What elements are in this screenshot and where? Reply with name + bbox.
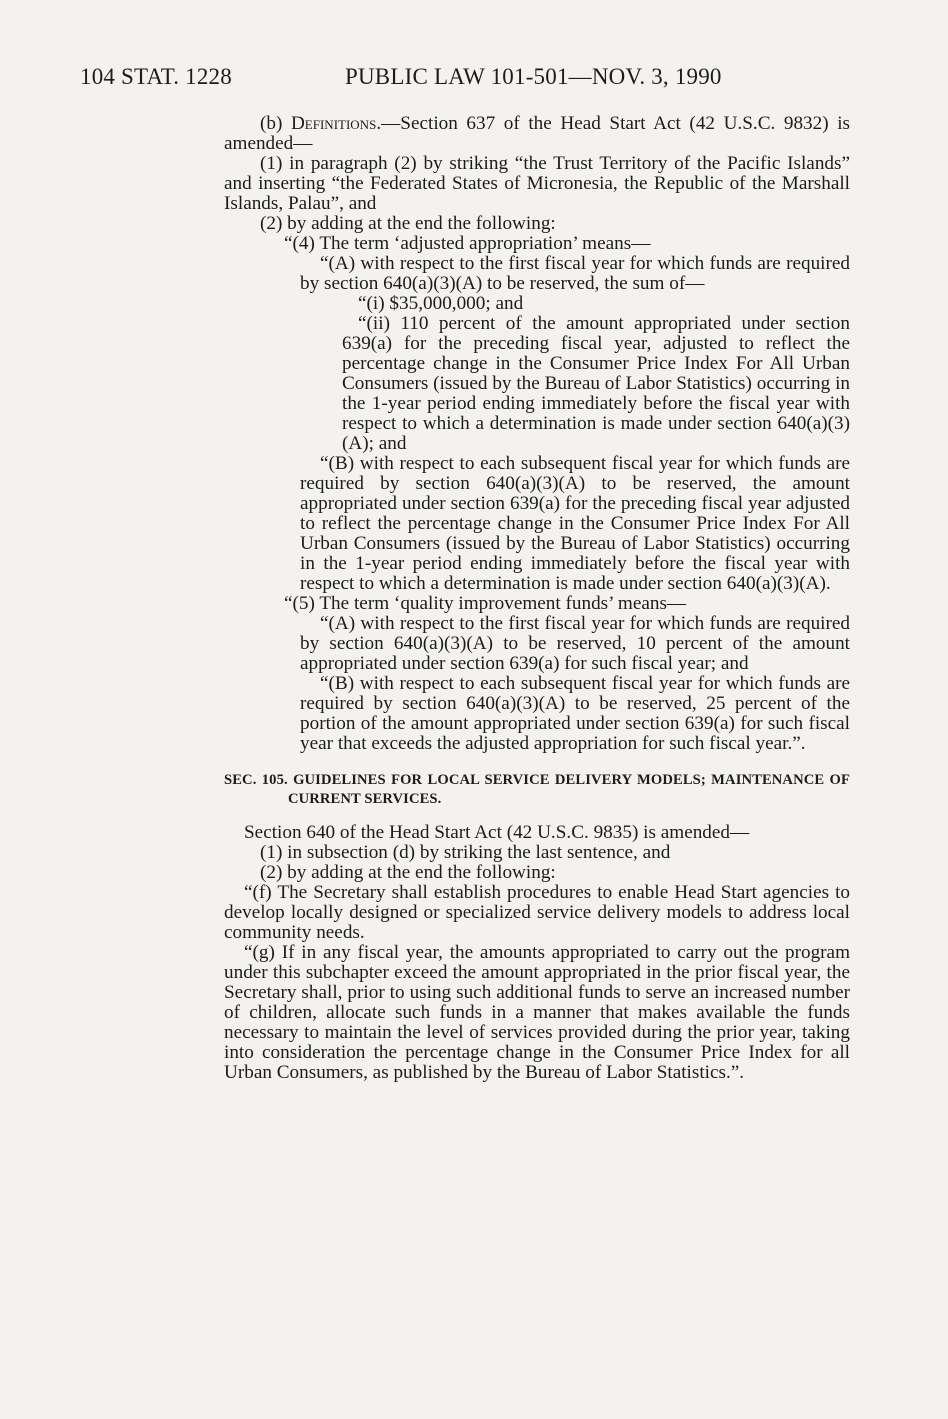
- section-105-item-1: (1) in subsection (d) by striking the last sentence, and: [260, 842, 671, 863]
- paragraph-b1: (1) in paragraph (2) by striking “the Trust Territory of the Pacific Islands” and inserting “the Federated States of Micronesia, the Republic of the Marshall Islands, Palau”, and: [224, 153, 850, 214]
- paragraph-b2: (2) by adding at the end the following:: [260, 213, 556, 234]
- definition-5: “(5) The term ‘quality improvement funds’ means—: [284, 593, 687, 614]
- definition-4-a-i: “(i) $35,000,000; and: [358, 293, 524, 314]
- subsection-b-caption: Definitions: [290, 113, 377, 134]
- public-law-title: PUBLIC LAW 101-501—NOV. 3, 1990: [345, 64, 722, 89]
- subsection-f: “(f) The Secretary shall establish procedures to enable Head Start agencies to develop locally designed or specialized service delivery models to address local community needs.: [224, 882, 850, 943]
- definition-5-b: “(B) with respect to each subsequent fiscal year for which funds are required by section 640(a)(3)(A) to be reserved, 25 percent of the portion of the amount appropriated under section 639(a) for such fiscal year that exceeds the adjusted appropriation for such fiscal year.”.: [300, 673, 850, 754]
- section-105-intro: Section 640 of the Head Start Act (42 U.S.C. 9835) is amended—: [244, 822, 750, 843]
- section-105-item-2: (2) by adding at the end the following:: [260, 862, 556, 883]
- statute-page-number: 104 STAT. 1228: [80, 64, 232, 89]
- subsection-g: “(g) If in any fiscal year, the amounts appropriated to carry out the program under this subchapter exceed the amount appropriated in the prior fiscal year, the Secretary shall, prior to using such additional funds to serve an increased number of children, allocate such funds in a manner that makes available the funds necessary to maintain the level of services provided during the prior year, taking into consideration the percentage change in the Consumer Price Index for all Urban Consumers, as published by the Bureau of Labor Statistics.”.: [224, 942, 850, 1083]
- definition-5-a: “(A) with respect to the first fiscal year for which funds are required by section 640(a)(3)(A) to be reserved, 10 percent of the amount appropriated under section 639(a) for such fiscal year; and: [300, 613, 850, 674]
- section-105-heading: SEC. 105. GUIDELINES FOR LOCAL SERVICE DELIVERY MODELS; MAINTENANCE OF CURRENT SERVICES.: [224, 772, 850, 807]
- subsection-b-lead: (b): [260, 113, 291, 134]
- subsection-b-text: .—Section 637 of the Head Start Act (42 U.S.C. 9832) is amended—: [224, 113, 851, 154]
- definition-4-a: “(A) with respect to the first fiscal year for which funds are required by section 640(a)(3)(A) to be reserved, the sum of—: [300, 253, 850, 294]
- definition-4-b: “(B) with respect to each subsequent fiscal year for which funds are required by section 640(a)(3)(A) to be reserved, the amount appropriated under section 639(a) for the preceding fiscal year adjusted to reflect the percentage change in the Consumer Price Index For All Urban Consumers (issued by the Bureau of Labor Statistics) occurring in the 1-year period ending immediately before the fiscal year with respect to which a determination is made under section 640(a)(3)(A).: [300, 453, 850, 594]
- definition-4-a-ii: “(ii) 110 percent of the amount appropriated under section 639(a) for the preceding fiscal year, adjusted to reflect the percentage change in the Consumer Price Index For All Urban Consumers (issued by the Bureau of Labor Statistics) occurring in the 1-year period ending immediately before the fiscal year with respect to which a determination is made under section 640(a)(3)(A); and: [342, 313, 850, 454]
- definition-4: “(4) The term ‘adjusted appropriation’ means—: [284, 233, 651, 254]
- subsection-b: [224, 114, 850, 154]
- document-body: [224, 114, 850, 1083]
